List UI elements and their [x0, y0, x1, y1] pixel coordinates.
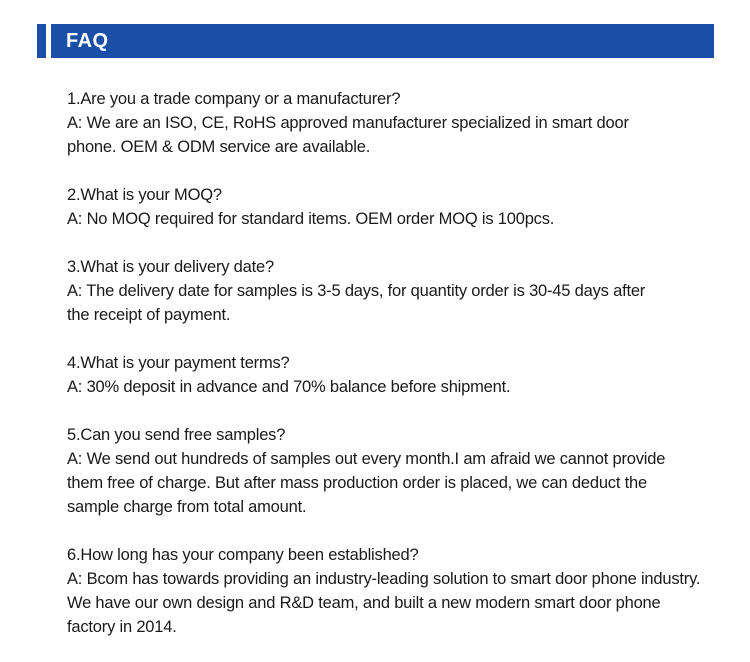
faq-answer: A: No MOQ required for standard items. OEM order MOQ is 100pcs.	[67, 210, 555, 228]
faq-question: 4.What is your payment terms?	[67, 354, 290, 372]
faq-item	[67, 543, 717, 639]
faq-item	[67, 87, 717, 159]
header-bar	[51, 24, 714, 58]
faq-question: 6.How long has your company been established?	[67, 546, 419, 564]
faq-answer: A: We send out hundreds of samples out every month.I am afraid we cannot provide them free of charge. But after mass production order is placed, we can deduct the sample charge from total amount.	[67, 450, 666, 516]
faq-question: 5.Can you send free samples?	[67, 426, 286, 444]
faq-item	[67, 423, 717, 519]
header-accent-bar	[37, 24, 46, 58]
faq-list	[67, 87, 717, 639]
faq-answer: A: We are an ISO, CE, RoHS approved manufacturer specialized in smart door phone. OEM & ODM service are available.	[67, 114, 629, 156]
page-title: FAQ	[66, 29, 109, 52]
faq-answer: A: Bcom has towards providing an industry-leading solution to smart door phone industry. We have our own design and R&D team, and built a new modern smart door phone factory in 2014.	[67, 570, 701, 636]
faq-question: 1.Are you a trade company or a manufacturer?	[67, 90, 401, 108]
faq-answer: A: The delivery date for samples is 3-5 days, for quantity order is 30-45 days after the receipt of payment.	[67, 282, 646, 324]
faq-question: 2.What is your MOQ?	[67, 186, 222, 204]
faq-item	[67, 351, 717, 399]
faq-item	[67, 183, 717, 231]
faq-question: 3.What is your delivery date?	[67, 258, 274, 276]
faq-header	[37, 24, 714, 58]
faq-item	[67, 255, 717, 327]
faq-answer: A: 30% deposit in advance and 70% balance before shipment.	[67, 378, 511, 396]
